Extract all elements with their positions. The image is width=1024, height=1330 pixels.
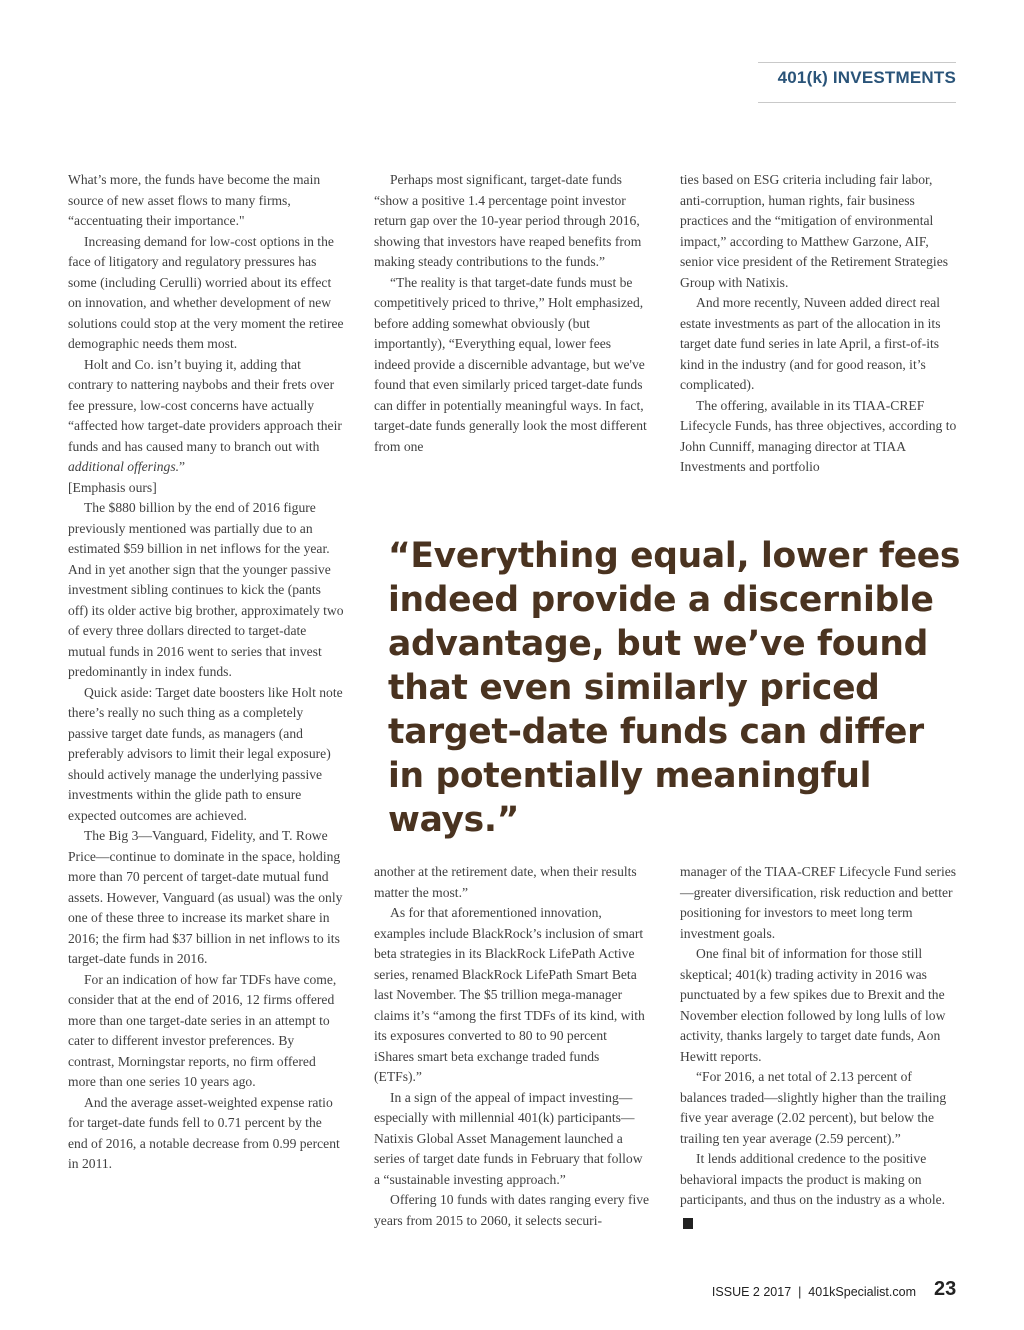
- article-column-3-bottom: [680, 862, 958, 1231]
- paragraph: And the average asset-weighted expense ratio for target-date funds fell to 0.71 percent by the end of 2016, a notable decrease from 0.99 percent in 2011.: [68, 1094, 340, 1171]
- paragraph-text: It lends additional credence to the positive behavioral impacts the product is making on participants, and thus on the industry as a whole.: [680, 1151, 946, 1207]
- paragraph: manager of the TIAA-CREF Lifecycle Fund series—greater diversification, risk reduction and better positioning for investors to meet long term investment goals.: [680, 864, 957, 941]
- paragraph: Offering 10 funds with dates ranging every five years from 2015 to 2060, it selects securi-: [374, 1192, 650, 1228]
- paragraph: [680, 1149, 958, 1231]
- article-column-2-bottom: [374, 862, 650, 1231]
- pull-quote: “Everything equal, lower fees indeed provide a discernible advantage, but we’ve found that even similarly priced target-date funds can differ in potentially meaningful ways.”: [388, 536, 961, 840]
- page-number: 23: [934, 1278, 957, 1300]
- paragraph: As for that aforementioned innovation, examples include BlackRock’s inclusion of smart beta strategies in its BlackRock LifePath Active series, renamed BlackRock LifePath Smart Beta last November. The $5 trillion mega-manager claims it’s “among the first TDFs of its kind, with its exposures converted to 80 to 90 percent iShares smart beta exchange traded funds (ETFs).”: [374, 905, 645, 1084]
- end-mark-icon: K: [683, 1218, 693, 1229]
- paragraph: For an indication of how far TDFs have come, consider that at the end of 2016, 12 firms offered more than one target-date series in an attempt to cater to different investor preferences. By contrast, Morningstar reports, no firm offered more than one series 10 years ago.: [68, 971, 337, 1089]
- article-column-1: [68, 170, 344, 1175]
- paragraph: One final bit of information for those still skeptical; 401(k) trading activity in 2016 was punctuated by a few spikes due to Brexit and the November election followed by long lulls of low activity, thanks largely to target date funds, Aon Hewitt reports.: [680, 946, 946, 1064]
- paragraph: [68, 355, 344, 478]
- paragraph: The offering, available in its TIAA-CREF Lifecycle Funds, has three objectives, according to John Cunniff, managing director at TIAA Investments and portfolio: [680, 397, 957, 474]
- article-column-3-top: [680, 170, 958, 478]
- footer-issue-line: [712, 1285, 916, 1299]
- footer-issue: ISSUE 2 2017: [711, 1285, 792, 1299]
- quote-close: ”: [179, 459, 186, 474]
- paragraph: “For 2016, a net total of 2.13 percent of balances traded—slightly higher than the trailing five year average (2.02 percent), but below the trailing ten year average (2.59 percent).”: [680, 1069, 947, 1146]
- emphasis-note: [Emphasis ours]: [68, 479, 157, 495]
- paragraph: Perhaps most significant, target-date funds “show a positive 1.4 percentage point investor return gap over the 10-year period through 2016, showing that investors have reaped benefits from making steady contributions to the funds.”: [374, 172, 642, 269]
- paragraph: The Big 3—Vanguard, Fidelity, and T. Rowe Price—continue to dominate in the space, holding more than 70 percent of target-date mutual fund assets. However, Vanguard (as usual) was the only one of these three to increase its market share in 2016; the firm had $37 billion in net inflows to its target-date funds in 2016.: [68, 828, 343, 966]
- header-rule-top: [758, 62, 956, 63]
- paragraph: And more recently, Nuveen added direct real estate investments as part of the allocation in its target date fund series in late April, a first-of-its kind in the industry (and for good reason, it’s complicated).: [680, 295, 941, 392]
- section-label: 401(k) INVESTMENTS: [777, 68, 956, 87]
- paragraph: The $880 billion by the end of 2016 figure previously mentioned was partially due to an estimated $59 billion in net inflows for the year. And in yet another sign that the younger passive investment sibling continues to kick the (pants off) its older active big brother, approximately two of every three dollars directed to target-date mutual funds in 2016 went to series that invest predominantly in index funds.: [68, 500, 344, 679]
- paragraph-text: Holt and Co. isn’t buying it, adding that contrary to nattering naybobs and their frets over fee pressure, low-cost concerns have actually “affected how target-date providers approach their funds and has caused many to branch out with: [68, 356, 342, 454]
- paragraph: In a sign of the appeal of impact investing—especially with millennial 401(k) participants—Natixis Global Asset Management launched a series of target date funds in February that follow a “sustainable investing approach.”: [374, 1089, 643, 1187]
- header-rule-bottom: [758, 102, 956, 103]
- paragraph: ties based on ESG criteria including fair labor, anti-corruption, human rights, fair business practices and the “mitigation of environmental impact,” according to Matthew Garzone, AIF, senior vice president of the Retirement Strategies Group with Natixis.: [680, 172, 949, 290]
- footer-separator: |: [798, 1285, 802, 1299]
- paragraph: Increasing demand for low-cost options in the face of litigatory and regulatory pressures has some (including Cerulli) worried about its effect on innovation, and whether development of new solutions could stop at the very moment the retiree demographic needs them most.: [68, 233, 344, 351]
- footer-site: 401kSpecialist.com: [808, 1285, 916, 1299]
- paragraph: another at the retirement date, when their results matter the most.”: [374, 864, 637, 900]
- paragraph: What’s more, the funds have become the main source of new asset flows to many firms, “accentuating their importance.": [68, 172, 321, 228]
- emphasis-text: additional offerings.: [68, 459, 180, 474]
- paragraph: Quick aside: Target date boosters like Holt note there’s really no such thing as a completely passive target date funds, as managers (and preferably advisors to limit their legal exposure) should actively manage the underlying passive investments within the glide path to ensure expected outcomes are achieved.: [68, 684, 343, 823]
- paragraph: “The reality is that target-date funds must be competitively priced to thrive,” Holt emphasized, before adding somewhat obviously (but importantly), “Everything equal, lower fees indeed provide a discernible advantage, but we've found that even similarly priced target-date funds can differ in potentially meaningful ways. In fact, target-date funds generally look the most different from one: [374, 274, 647, 454]
- article-column-2-top: [374, 170, 650, 457]
